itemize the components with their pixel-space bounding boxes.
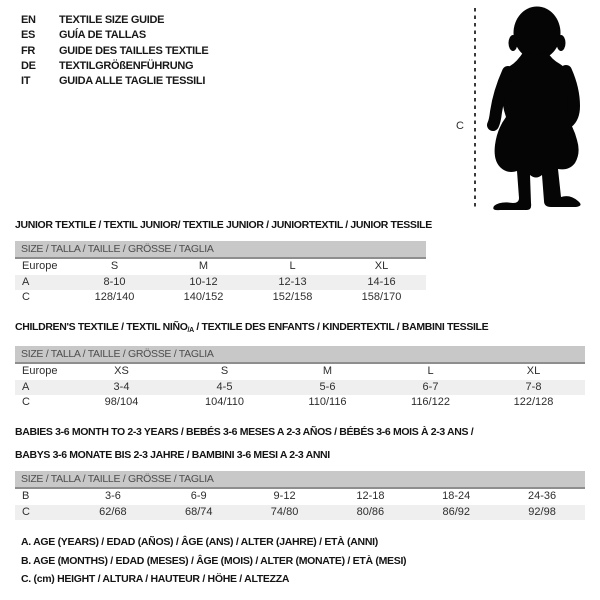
size-table <box>15 218 432 306</box>
table-cell: 74/80 <box>270 505 299 518</box>
table-cell: 122/128 <box>513 396 554 408</box>
language-title: TEXTILE SIZE GUIDE <box>59 14 165 26</box>
table-row <box>15 380 585 396</box>
table-row <box>15 290 426 306</box>
table-cell: 98/104 <box>104 396 139 408</box>
table-cell: 7-8 <box>525 380 542 393</box>
row-label: C <box>22 505 30 518</box>
table-cell: 24-36 <box>527 490 557 502</box>
table-cell: 152/158 <box>272 291 313 303</box>
size-header-bar: SIZE / TALLA / TAILLE / GRÖSSE / TAGLIA <box>15 241 426 259</box>
table-cell: 12-18 <box>356 490 385 502</box>
table-title-segment: BABIES 3-6 MONTH TO 2-3 YEARS / BEBÉS 3-6 MESES A 2-3 AÑOS / BÉBÉS 3-6 MOIS À 2-3 ANS / <box>15 426 474 438</box>
table-cell: XL <box>374 260 389 272</box>
table-cell: 80/86 <box>356 505 385 518</box>
table-cell: 8-10 <box>103 275 126 288</box>
table-cell: S <box>220 365 229 377</box>
height-measure-label: C <box>456 120 464 132</box>
table-cell: 116/122 <box>411 396 450 408</box>
table-title-segment: CHILDREN'S TEXTILE / TEXTIL NIÑO <box>15 321 188 333</box>
table-cell: 10-12 <box>189 275 218 288</box>
table-row <box>15 505 585 521</box>
table-cell: 62/68 <box>99 505 127 518</box>
table-row <box>15 489 585 505</box>
row-label: Europe <box>22 365 58 377</box>
language-title: GUIDE DES TAILLES TEXTILE <box>59 44 209 57</box>
footnote: C. (cm) HEIGHT / ALTURA / HAUTEUR / HÖHE / ALTEZZA <box>21 573 290 586</box>
table-cell: 104/110 <box>205 396 244 408</box>
table-title-segment: /A <box>187 327 194 334</box>
table-cell: 68/74 <box>184 505 213 518</box>
row-label: A <box>22 380 30 393</box>
row-label: B <box>22 490 30 502</box>
table-cell: M <box>322 365 333 377</box>
size-table <box>15 425 585 520</box>
table-cell: 3-6 <box>104 490 121 502</box>
footnote: B. AGE (MONTHS) / EDAD (MESES) / ÂGE (MOIS) / ALTER (MONATE) / ETÀ (MESI) <box>21 554 407 567</box>
table-cell: L <box>427 365 434 377</box>
table-cell: 92/98 <box>528 505 556 518</box>
table-title <box>15 320 585 339</box>
table-cell: XL <box>526 365 541 377</box>
language-row <box>21 28 208 43</box>
language-row <box>21 13 208 28</box>
table-cell: 110/116 <box>308 396 347 408</box>
table-cell: 6-7 <box>422 380 439 393</box>
table-title <box>15 448 585 464</box>
row-label: C <box>22 291 30 303</box>
language-code: FR <box>21 44 36 57</box>
table-row <box>15 395 585 411</box>
table-title-segment: BABYS 3-6 MONATE BIS 2-3 JAHRE / BAMBINI 3-6 MESI A 2-3 ANNI <box>15 449 330 461</box>
table-cell: M <box>198 260 209 272</box>
table-title <box>15 425 585 441</box>
table-cell: 6-9 <box>190 490 207 502</box>
language-row <box>21 44 208 59</box>
language-code: ES <box>21 29 36 42</box>
table-cell: 128/140 <box>94 291 135 303</box>
language-row <box>21 74 208 89</box>
language-code: EN <box>21 14 36 26</box>
row-label: A <box>22 275 30 288</box>
table-title-segment: / TEXTILE DES ENFANTS / KINDERTEXTIL / BAMBINI TESSILE <box>193 321 489 333</box>
language-code: IT <box>21 75 31 88</box>
row-label: Europe <box>22 260 58 272</box>
table-cell: 4-5 <box>216 380 233 393</box>
table-cell: 140/152 <box>183 291 224 303</box>
language-title: TEXTILGRÖßENFÜHRUNG <box>59 59 194 72</box>
height-measure-dashed-line <box>474 8 476 209</box>
table-cell: 18-24 <box>442 490 471 502</box>
table-cell: XS <box>114 365 129 377</box>
table-cell: 14-16 <box>367 275 396 288</box>
baby-silhouette-image <box>480 5 593 211</box>
size-header-bar: SIZE / TALLA / TAILLE / GRÖSSE / TAGLIA <box>15 471 585 489</box>
table-cell: 158/170 <box>361 291 402 303</box>
table-cell: 12-13 <box>278 275 307 288</box>
table-row <box>15 259 426 275</box>
table-cell: 86/92 <box>442 505 470 518</box>
language-row <box>21 59 208 74</box>
size-header-bar: SIZE / TALLA / TAILLE / GRÖSSE / TAGLIA <box>15 346 585 364</box>
language-title: GUIDA ALLE TAGLIE TESSILI <box>59 75 206 88</box>
table-cell: 5-6 <box>319 380 336 393</box>
baby-ear-left <box>509 35 518 51</box>
baby-ear-right <box>557 35 566 51</box>
baby-head <box>514 7 561 60</box>
language-title: GUÍA DE TALLAS <box>59 29 146 42</box>
table-cell: L <box>289 260 296 272</box>
table-cell: S <box>110 260 119 272</box>
language-list <box>21 13 208 89</box>
table-cell: 9-12 <box>273 490 296 502</box>
language-code: DE <box>21 59 36 72</box>
table-cell: 3-4 <box>113 380 130 393</box>
size-table <box>15 320 585 411</box>
footnotes <box>21 533 406 589</box>
table-title-segment: JUNIOR TEXTILE / TEXTIL JUNIOR/ TEXTILE JUNIOR / JUNIORTEXTIL / JUNIOR TESSILE <box>15 219 432 231</box>
row-label: C <box>22 396 30 408</box>
table-row <box>15 275 426 291</box>
footnote: A. AGE (YEARS) / EDAD (AÑOS) / ÂGE (ANS) / ALTER (JAHRE) / ETÀ (ANNI) <box>21 536 378 548</box>
table-row <box>15 364 585 380</box>
table-title <box>15 218 432 234</box>
